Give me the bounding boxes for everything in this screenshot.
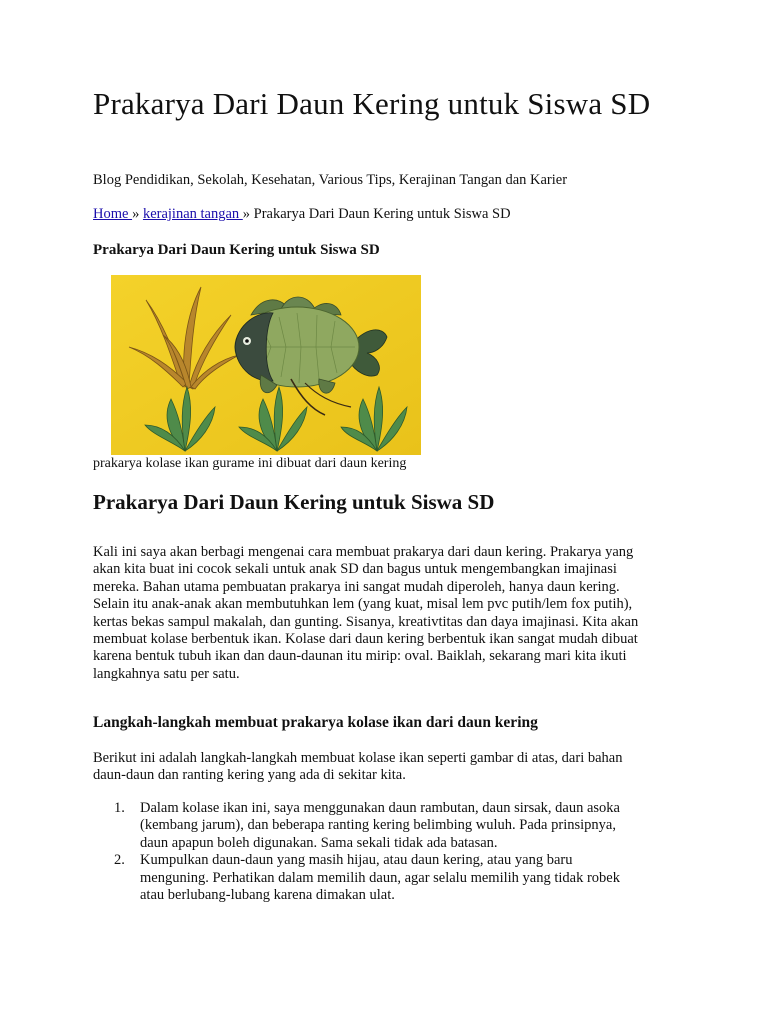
post-heading: Prakarya Dari Daun Kering untuk Siswa SD <box>93 242 380 258</box>
text-line: daun-daun dan ranting kering yang ada di sekitar kita. <box>93 767 406 784</box>
text-line: Kali ini saya akan berbagi mengenai cara membuat prakarya dari daun kering. Prakarya yang <box>93 544 634 560</box>
text-line: karena bentuk tubuh ikan dan daun-daunan itu mirip: oval. Baiklah, sekarang mari kita ikuti <box>93 648 627 665</box>
steps-list <box>93 800 693 904</box>
list-item <box>93 852 693 904</box>
text-line: akan kita buat ini cocok sekali untuk anak SD dan bagus untuk mengembangkan imajinasi <box>93 561 617 578</box>
list-item <box>93 800 693 852</box>
text-line: membuat kolase berbentuk ikan. Kolase dari daun kering berbentuk ikan sangat mudah dibuat <box>93 631 638 648</box>
breadcrumb-category-link[interactable]: kerajinan tangan <box>142 206 243 222</box>
intro-paragraph <box>93 544 693 683</box>
fish-collage-image <box>111 275 421 455</box>
text-line: daun apapun boleh digunakan. Sama sekali tidak ada batasan. <box>140 834 498 851</box>
page-title: Prakarya Dari Daun Kering untuk Siswa SD <box>93 86 651 121</box>
list-item-number: 2. <box>114 852 125 869</box>
text-line: Berikut ini adalah langkah-langkah membuat kolase ikan seperti gambar di atas, dari bahan <box>93 750 623 766</box>
steps-intro-paragraph <box>93 750 693 785</box>
text-line: (kembang jarum), dan beberapa ranting kering belimbing wuluh. Pada prinsipnya, <box>140 817 616 834</box>
text-line: Dalam kolase ikan ini, saya menggunakan daun rambutan, daun sirsak, daun asoka <box>140 800 620 816</box>
text-line: langkahnya satu per satu. <box>93 665 240 682</box>
breadcrumb-separator: » <box>132 206 143 222</box>
text-line: kertas bekas sampul makalah, dan gunting. Sisanya, kreativtitas dan daya imajinasi. Kita akan <box>93 613 639 630</box>
text-line: Kumpulkan daun-daun yang masih hijau, atau daun kering, atau yang baru <box>140 852 573 869</box>
steps-heading: Langkah-langkah membuat prakarya kolase ikan dari daun kering <box>93 714 538 731</box>
breadcrumb-home-link[interactable]: Home <box>93 206 133 222</box>
blog-tagline: Blog Pendidikan, Sekolah, Kesehatan, Various Tips, Kerajinan Tangan dan Karier <box>93 172 568 188</box>
list-item-number: 1. <box>114 800 125 816</box>
text-line: Selain itu anak-anak akan membutuhkan lem (yang kuat, misal lem pvc putih/lem fox putih), <box>93 596 633 613</box>
text-line: menguning. Perhatikan dalam memilih daun, agar selalu memilih yang tidak robek <box>140 869 620 886</box>
breadcrumb <box>93 204 511 224</box>
text-line: atau berlubang-lubang karena dimakan ulat. <box>140 887 395 904</box>
article-heading: Prakarya Dari Daun Kering untuk Siswa SD <box>93 490 495 514</box>
image-caption: prakarya kolase ikan gurame ini dibuat dari daun kering <box>93 456 407 471</box>
breadcrumb-current: Prakarya Dari Daun Kering untuk Siswa SD <box>253 206 511 222</box>
text-line: mereka. Bahan utama pembuatan prakarya ini sangat mudah diperoleh, hanya daun kering. <box>93 578 620 595</box>
breadcrumb-separator: » <box>242 206 254 222</box>
